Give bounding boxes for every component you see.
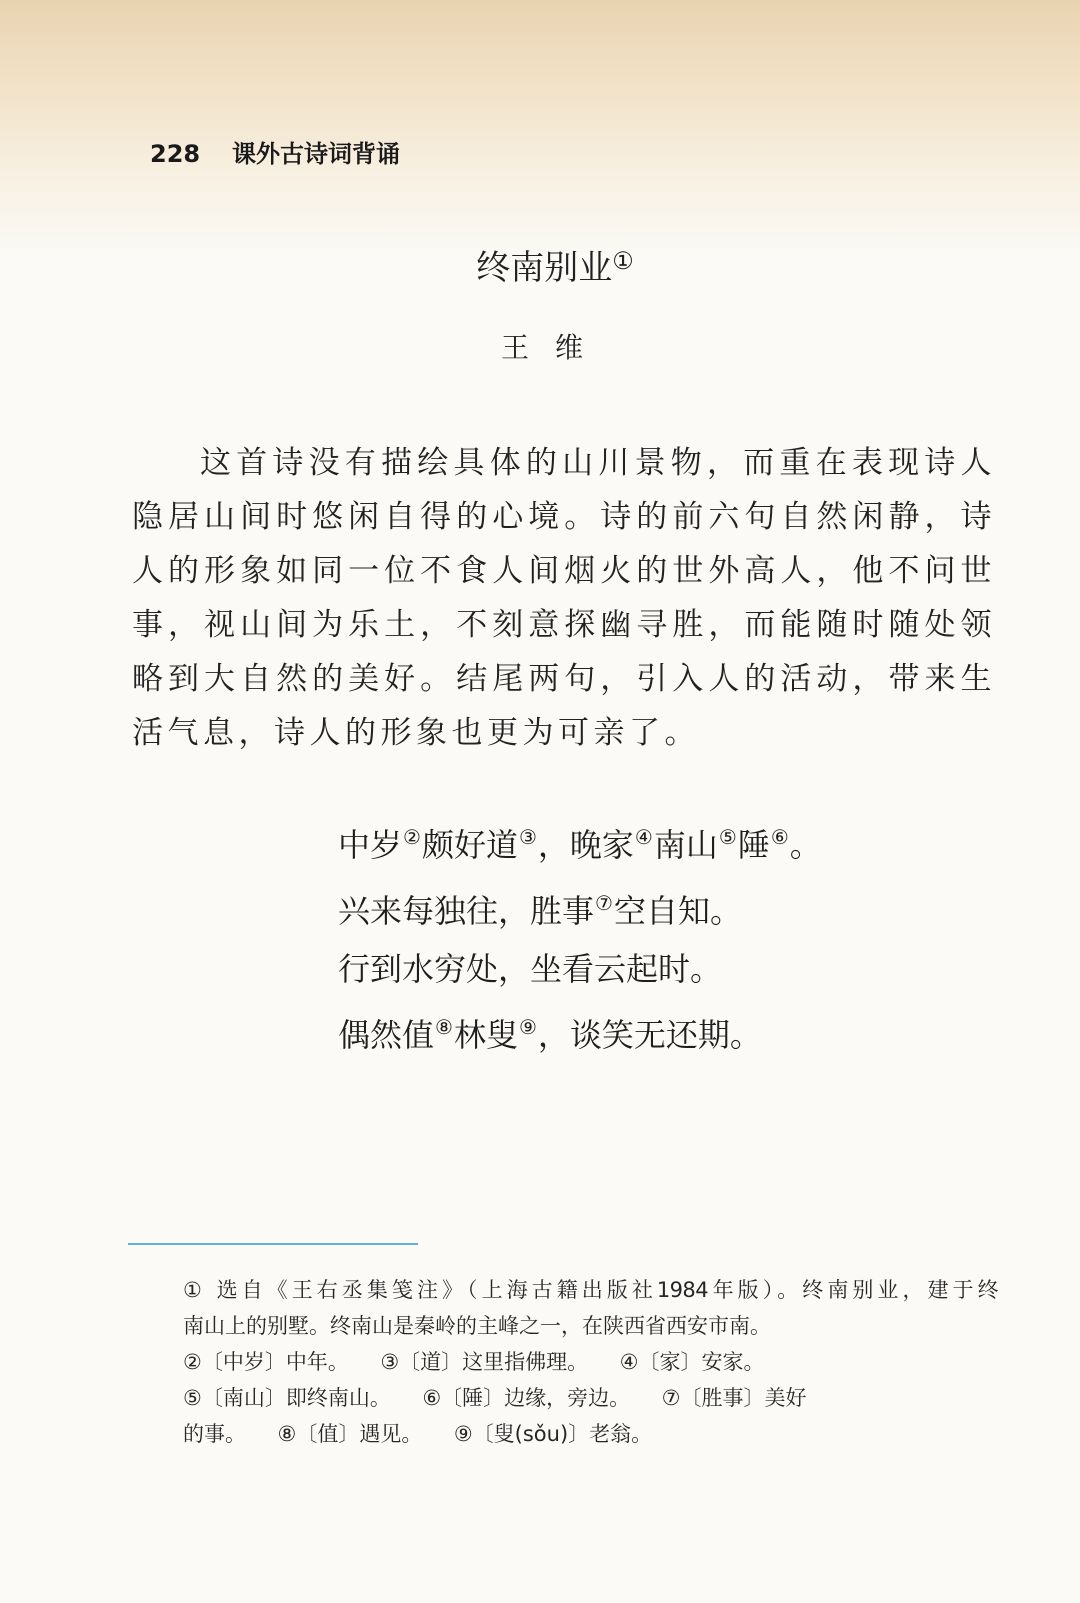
footnote-line: 南山上的别墅。终南山是秦岭的主峰之一，在陕西省西安市南。	[183, 1314, 771, 1338]
footnote-line: ① 选自《王右丞集笺注》（上海古籍出版社1984年版）。终南别业，建于终	[183, 1278, 998, 1302]
poem-text: 空自知。	[613, 892, 742, 930]
poem-line-4	[338, 998, 822, 1064]
poem-text: 颇好道	[421, 826, 518, 864]
intro-paragraph: 这首诗没有描绘具体的山川景物，而重在表现诗人隐居山间时悠闲自得的心境。诗的前六句自然闲静，诗人的形象如同一位不食人间烟火的世外高人，他不问世事，视山间为乐土，不刻意探幽寻胜，而能随时随处领略到大自然的美好。结尾两句，引入人的活动，带来生活气息，诗人的形象也更为可亲了。	[132, 445, 996, 751]
footnotes	[183, 1272, 998, 1452]
note-mark: ⑦	[595, 891, 613, 915]
note-mark: ⑨	[518, 1015, 537, 1039]
page-top-tint	[0, 0, 1080, 260]
page-number: 228	[150, 140, 201, 168]
footnote-line: 的事。 ⑧〔值〕遇见。 ⑨〔叟(sǒu)〕老翁。	[183, 1422, 653, 1446]
poem-text: 兴来每独往，胜事	[338, 892, 595, 930]
poem-text: 林叟	[453, 1016, 518, 1054]
note-mark: ⑥	[770, 825, 789, 849]
poem-line-1	[338, 808, 822, 874]
note-mark: ②	[403, 825, 421, 849]
poem-line-3: 行到水穷处，坐看云起时。	[338, 950, 723, 988]
section-title: 课外古诗词背诵	[232, 140, 400, 168]
note-mark: ③	[518, 825, 537, 849]
poem-text: 。	[789, 826, 822, 864]
poem-text: 偶然值	[338, 1016, 435, 1054]
poem-title-text: 终南别业	[476, 248, 613, 288]
page-header	[150, 134, 400, 169]
note-mark: ④	[634, 825, 653, 849]
poem-text: 中岁	[338, 826, 403, 864]
poem-text: 南山	[653, 826, 718, 864]
note-mark: ⑤	[718, 825, 737, 849]
title-note-mark: ①	[612, 247, 634, 275]
note-mark: ⑧	[435, 1015, 453, 1039]
footnote-divider	[128, 1243, 418, 1245]
poem-title	[0, 240, 1080, 289]
poem-body	[338, 808, 822, 1064]
poem-text: 陲	[737, 826, 770, 864]
footnote-line: ②〔中岁〕中年。 ③〔道〕这里指佛理。 ④〔家〕安家。	[183, 1350, 765, 1374]
poem-text: ，晚家	[537, 826, 634, 864]
poem-line-2	[338, 874, 822, 940]
poem-author: 王维	[500, 331, 609, 364]
poem-text: ，谈笑无还期。	[537, 1016, 762, 1054]
footnote-line: ⑤〔南山〕即终南山。 ⑥〔陲〕边缘，旁边。 ⑦〔胜事〕美好	[183, 1386, 807, 1410]
